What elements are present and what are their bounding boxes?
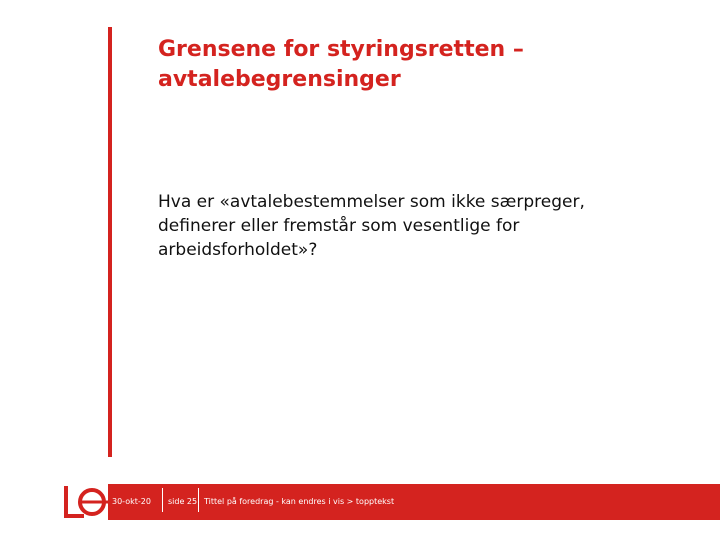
slide-body-text: Hva er «avtalebestemmelser som ikke særpreger, definerer eller fremstår som vesentlige for arbeidsforholdet»?: [158, 192, 585, 260]
footer-date: 30-okt-20: [112, 497, 151, 506]
slide-title: Grensene for styringsretten – avtalebegrensinger: [158, 37, 524, 92]
footer-separator: [162, 488, 163, 512]
footer-page-number: side 25: [168, 497, 198, 506]
footer-separator: [198, 488, 199, 512]
footer-caption: Tittel på foredrag - kan endres i vis > topptekst: [204, 497, 395, 506]
accent-vertical-line: [108, 27, 112, 457]
footer-bar: [108, 484, 720, 520]
lo-logo-icon: [62, 484, 108, 520]
